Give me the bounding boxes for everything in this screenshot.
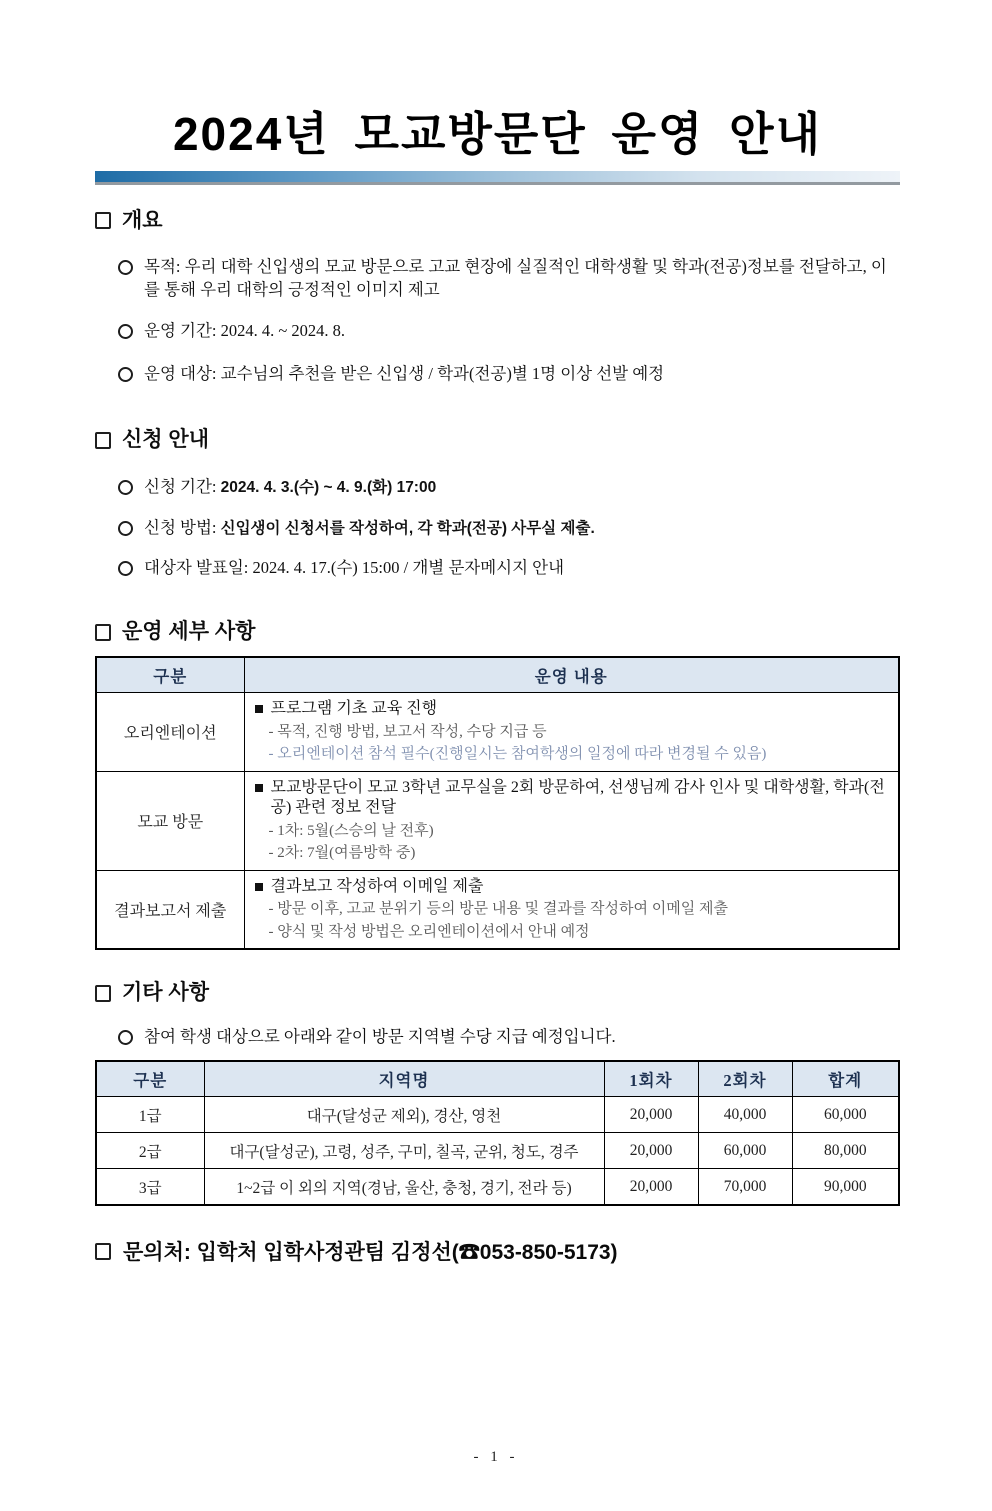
circle-bullet-icon: [118, 1030, 133, 1045]
cell-amount: 40,000: [698, 1097, 792, 1133]
page-number: - 1 -: [473, 1449, 519, 1465]
cell-region: 1~2급 이 외의 지역(경남, 울산, 충청, 경기, 전라 등): [204, 1169, 604, 1206]
section-heading-details: [95, 619, 900, 644]
cell-amount: 70,000: [698, 1169, 792, 1206]
row-content: [244, 870, 899, 949]
square-bullet-icon: [95, 624, 111, 641]
details-table: [95, 656, 900, 950]
content-main-line: [255, 778, 889, 820]
application-item-period: [118, 475, 900, 499]
item-label: 신청 기간:: [144, 476, 221, 496]
column-header: 2회차: [698, 1061, 792, 1097]
content-sub-line: - 양식 및 작성 방법은 오리엔테이션에서 안내 예정: [268, 923, 590, 940]
title-divider-bar: [95, 171, 900, 185]
content-main-text: 프로그램 기초 교육 진행: [270, 700, 438, 718]
content-sub-line: - 오리엔테이션 참석 필수(진행일시는 참여학생의 일정에 따라 변경될 수 있음): [268, 746, 767, 763]
application-item-text: [144, 475, 436, 499]
row-category: 오리엔테이션: [96, 693, 244, 771]
table-header-row: [96, 657, 899, 693]
table-row: [96, 771, 899, 870]
others-note-text: 참여 학생 대상으로 아래와 같이 방문 지역별 수당 지급 예정입니다.: [144, 1027, 616, 1047]
square-bullet-icon: [95, 1243, 111, 1260]
overview-item-text: 운영 기간: 2024. 4. ~ 2024. 8.: [144, 321, 346, 341]
section-heading-application: [95, 427, 900, 452]
page-title: 2024년 모교방문단 운영 안내: [172, 108, 823, 160]
application-item-text: 대상자 발표일: 2024. 4. 17.(수) 15:00 / 개별 문자메시지 안내: [144, 558, 565, 578]
item-value-bold: 2024. 4. 3.(수) ~ 4. 9.(화) 17:00: [220, 478, 437, 496]
table-header-row: [96, 1061, 899, 1097]
circle-bullet-icon: [118, 561, 133, 576]
row-category: 모교 방문: [96, 771, 244, 870]
cell-amount: 20,000: [604, 1169, 698, 1206]
section-heading-label: 신청 안내: [122, 428, 209, 452]
cell-amount: 20,000: [604, 1097, 698, 1133]
content-sub-line: - 방문 이후, 고교 분위기 등의 방문 내용 및 결과를 작성하여 이메일 제출: [268, 901, 728, 918]
content-sub-line: - 목적, 진행 방법, 보고서 작성, 수당 지급 등: [268, 724, 547, 741]
contact-text: 문의처: 입학처 입학사정관팀 김정선(☎053-850-5173): [123, 1241, 618, 1265]
overview-item-period: [118, 319, 900, 342]
cell-grade: 3급: [96, 1169, 204, 1206]
cell-grade: 2급: [96, 1133, 204, 1169]
cell-grade: 1급: [96, 1097, 204, 1133]
overview-item-purpose: [118, 255, 900, 301]
table-row: [96, 1097, 899, 1133]
content-main-line: [255, 699, 889, 720]
circle-bullet-icon: [118, 324, 133, 339]
square-bullet-icon: [95, 985, 111, 1002]
content-main-text: 결과보고 작성하여 이메일 제출: [270, 877, 484, 895]
application-item-announcement: [118, 556, 900, 579]
content-sub-line: - 2차: 7월(여름방학 중): [268, 845, 416, 862]
overview-item-text: 목적: 우리 대학 신입생의 모교 방문으로 고교 현장에 실질적인 대학생활 및 학과(전공)정보를 전달하고, 이를 통해 우리 대학의 긍정적인 이미지 제고: [144, 257, 887, 300]
table-row: [96, 693, 899, 771]
application-item-text: [144, 516, 595, 540]
square-bullet-icon: [95, 432, 111, 449]
item-value-bold: 신입생이 신청서를 작성하여, 각 학과(전공) 사무실 제출.: [220, 520, 595, 538]
application-item-method: [118, 516, 900, 540]
cell-amount: 20,000: [604, 1133, 698, 1169]
overview-item-text: 운영 대상: 교수님의 추천을 받은 신입생 / 학과(전공)별 1명 이상 선발 예정: [144, 364, 665, 384]
content-sub-line: - 1차: 5월(스승의 날 전후): [268, 823, 434, 840]
allowance-table: [95, 1060, 900, 1206]
circle-bullet-icon: [118, 367, 133, 382]
square-bullet-icon: [95, 212, 111, 229]
row-content: [244, 771, 899, 870]
table-row: [96, 1133, 899, 1169]
column-header: 운영 내용: [244, 657, 899, 693]
column-header: 구분: [96, 657, 244, 693]
cell-region: 대구(달성군), 고령, 성주, 구미, 칠곡, 군위, 청도, 경주: [204, 1133, 604, 1169]
content-main-line: [255, 877, 889, 898]
contact-section: [95, 1236, 900, 1266]
overview-item-target: [118, 362, 900, 385]
section-heading-label: 기타 사항: [122, 980, 209, 1004]
row-category: 결과보고서 제출: [96, 870, 244, 949]
cell-amount: 60,000: [792, 1097, 899, 1133]
section-heading-label: 운영 세부 사항: [122, 620, 256, 644]
section-heading-overview: [95, 208, 900, 233]
filled-square-bullet-icon: [255, 705, 263, 713]
column-header: 1회차: [604, 1061, 698, 1097]
filled-square-bullet-icon: [255, 883, 263, 891]
circle-bullet-icon: [118, 521, 133, 536]
cell-amount: 60,000: [698, 1133, 792, 1169]
section-heading-label: 개요: [122, 208, 163, 232]
document-page: [0, 108, 992, 1266]
row-content: [244, 693, 899, 771]
cell-amount: 90,000: [792, 1169, 899, 1206]
column-header: 구분: [96, 1061, 204, 1097]
filled-square-bullet-icon: [255, 784, 263, 792]
column-header: 지역명: [204, 1061, 604, 1097]
circle-bullet-icon: [118, 480, 133, 495]
content-main-text: 모교방문단이 모교 3학년 교무실을 2회 방문하여, 선생님께 감사 인사 및 대학생활, 학과(전공) 관련 정보 전달: [270, 778, 885, 817]
table-row: [96, 870, 899, 949]
section-heading-others: [95, 980, 900, 1005]
item-label: 신청 방법:: [144, 518, 221, 538]
table-row: [96, 1169, 899, 1206]
others-note: [118, 1025, 900, 1048]
circle-bullet-icon: [118, 260, 133, 275]
cell-region: 대구(달성군 제외), 경산, 영천: [204, 1097, 604, 1133]
column-header: 합계: [792, 1061, 899, 1097]
cell-amount: 80,000: [792, 1133, 899, 1169]
